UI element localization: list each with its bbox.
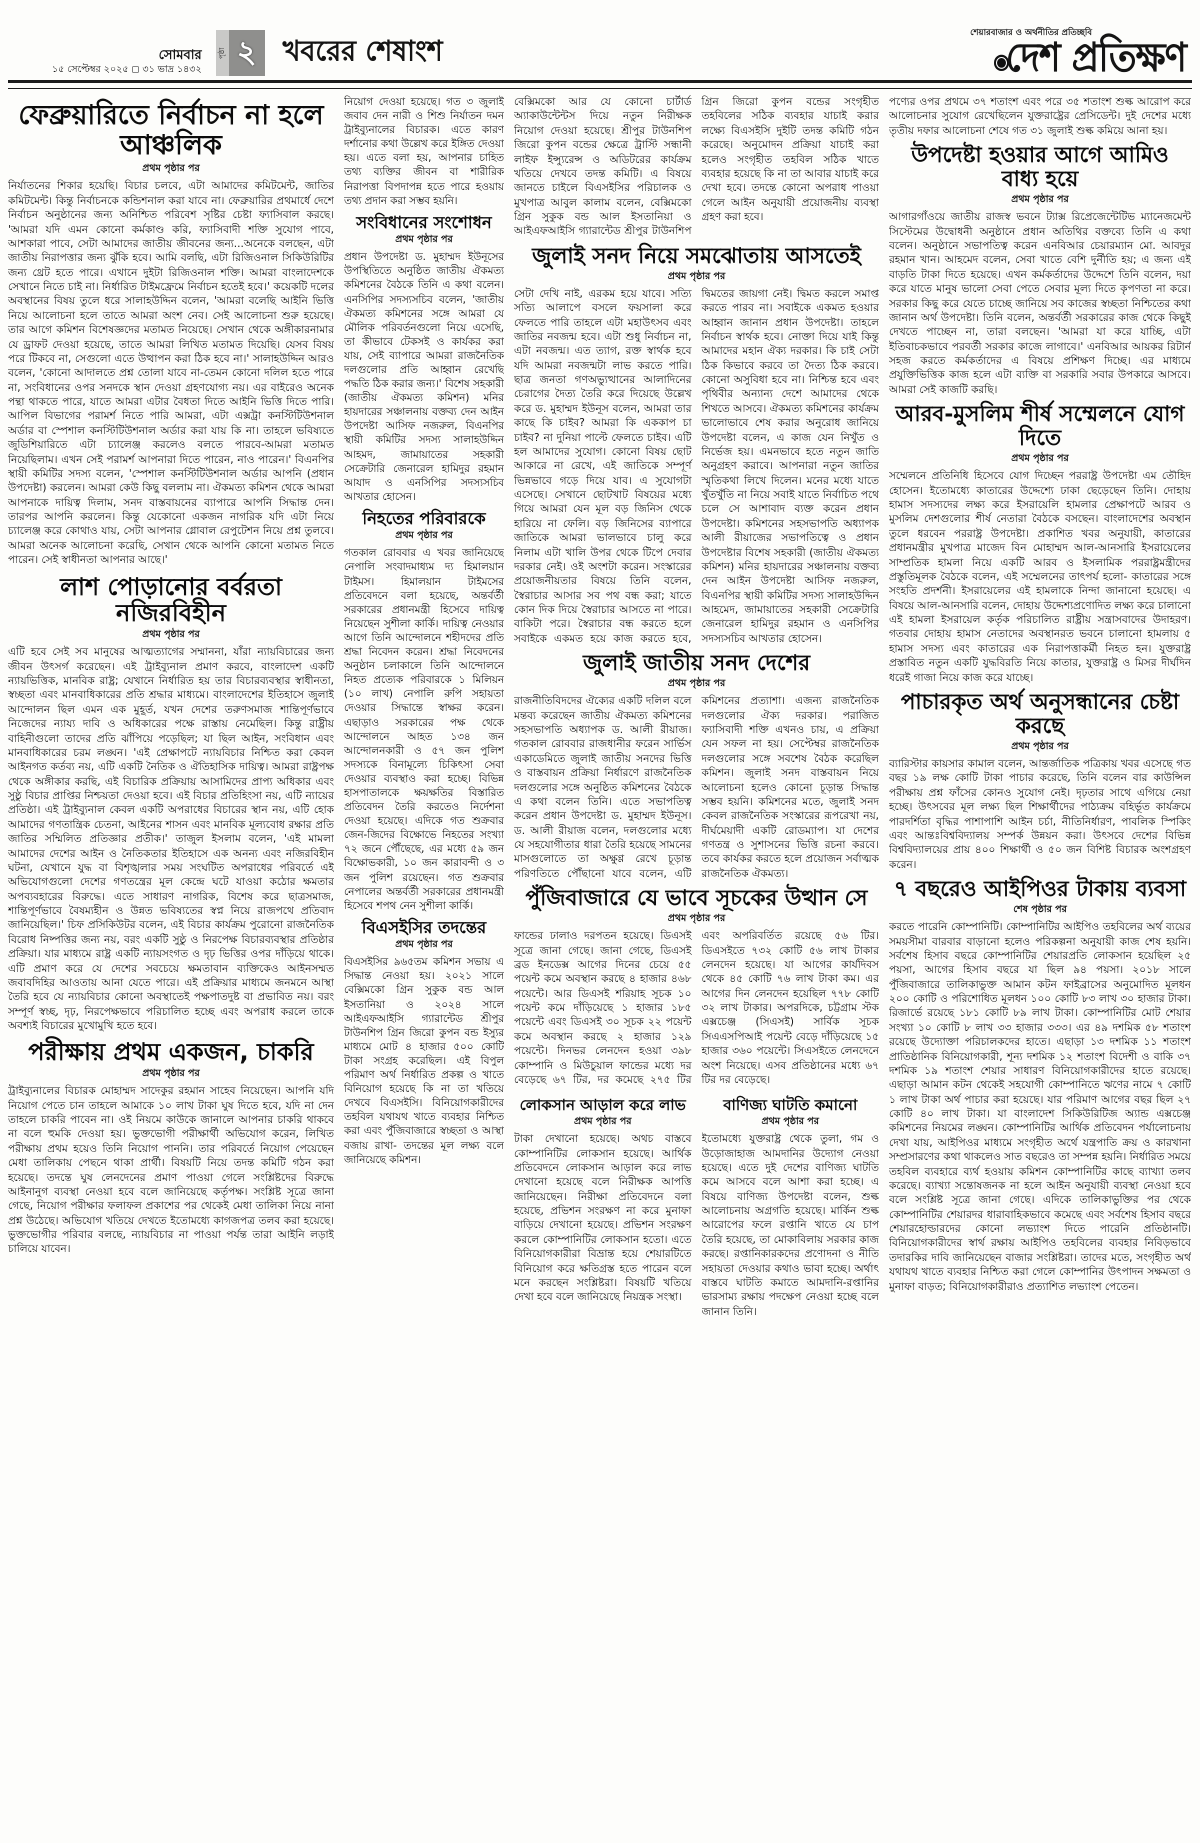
column-lead-text: নিয়োগ দেওয়া হয়েছে। গত ৩ জুলাই জবাব দেন নারী ও শিশু নির্যাতন দমন ট্রাইব্যুনালের বিচারক। এতে কারণ দর্শানোর কথা উল্লেখ করে ইঙ্গিত দেওয়া হয়। এতে বলা হয়, আপনার চাহিত তথ্য ব্যক্তির জীবন বা শারীরিক নিরাপত্তা বিপদাপন্ন হতে পারে হওয়ায় তথ্য প্রদান করা সম্ভব হয়নি। (344, 96, 504, 207)
header-rule (8, 80, 1192, 89)
article-body: এটি হবে সেই সব মানুষের আত্মত্যাগের সম্মাননা, যাঁরা ন্যায়বিচারের জন্য জীবন উৎসর্গ করেছেন। এই ট্রাইব্যুনাল প্রমাণ করবে, বাংলাদেশ একটি ন্যায়ভিত্তিক, মানবিক রাষ্ট্র; যেখানে নির্ধারিত হয় তার বিচারব্যবস্থার স্বাধীনতা, স্বচ্ছতা এবং মানবাধিকারের প্রতি শ্রদ্ধার মাধ্যমে। বাংলাদেশের ইতিহাসে জুলাই আন্দোলন ছিল এমন এক মুহূর্ত, যখন দেশের তরুণসমাজ শান্তিপূর্ণভাবে নিজেদের ন্যায্য দাবি ও অধিকারের পক্ষে রাস্তায় নেমেছিল। কিন্তু রাষ্ট্রীয় বাহিনীগুলো তাদের প্রতি ঝাঁপিয়ে পড়েছিল; যা ছিল আইন, সংবিধান এবং মানবাধিকারের চরম লঙ্ঘন। 'এই প্রেক্ষাপটে ন্যায়বিচার নিশ্চিত করা কেবল আইনগত কর্তব্য নয়, এটি একটি নৈতিক ও ঐতিহাসিক দায়িত্ব। আমরা রাষ্ট্রপক্ষ থেকে অঙ্গীকার করছি, এই বিচারিক প্রক্রিয়ায় আসামিদের প্রাপ্য অধিকার এবং সুষ্ঠু বিচার প্রাপ্তির নিশ্চয়তা দেওয়া হবে। এই বিচার প্রতিহিংসা নয়, এটি ন্যায়ের প্রতিষ্ঠা। এই ট্রাইব্যুনাল কেবল একটি অপরাধের বিচারের স্থান নয়, এটি হোক আমাদের গণতান্ত্রিক চেতনা, আইনের শাসন এবং মানবিক মূল্যবোধ রক্ষার প্রতি জাতির সম্মিলিত প্রতিজ্ঞার প্রতীক।' তাজুল ইসলাম বলেন, 'এই মামলা আমাদের দেশের আইন ও নৈতিকতার ইতিহাসে এক অনন্য এবং নজিরবিহীন ঘটনা, যেখানে যুদ্ধ বা বিশৃঙ্খলার সময় সংঘটিত অপরাধের পরিবর্তে এই অভিযোগগুলো দেশের গণতন্ত্রের মূল কেন্দ্রে ঘটে যাওয়া কঠোর ক্ষমতার অপব্যবহারের বিরুদ্ধে। এতে সাধারণ নাগরিক, বিশেষ করে ছাত্রসমাজ, শান্তিপূর্ণভাবে বৈষম্যহীন ও উন্নত ভবিষ্যতের স্বপ্ন নিয়ে রাজপথে প্রতিবাদ জানিয়েছিল।' চিফ প্রসিকিউটর বলেন, এই বিচার কার্যক্রম পুরোনো রাজনৈতিক বিরোধ নিষ্পত্তির জন্য নয়, বরং একটি সুষ্ঠু ও নিরপেক্ষ বিচারব্যবস্থার প্রতিষ্ঠার প্রক্রিয়া। যার মাধ্যমে রাষ্ট্র একটি ন্যায়সংগত ও দৃঢ় ভিত্তির ওপর দাঁড়িয়ে থাকে। এটি প্রমাণ করে যে দেশের সবচেয়ে ক্ষমতাবান ব্যক্তিকেও আইনসম্মত জবাবদিহির আওতায় আনা যেতে পারে। এই প্রক্রিয়ার মাধ্যমে জনমনে আস্থা তৈরি হবে যে ন্যায়বিচার কোনো অবস্থাতেই পক্ষপাতদুষ্ট বা প্রভাবিত নয়। বরং সম্পূর্ণ স্বচ্ছ, দৃঢ়, নিরপেক্ষভাবে পরিচালিত হচ্ছে এবং অপরাধ করলে তাকে অবশ্যই বিচারের মুখোমুখি হতে হবে। (8, 646, 334, 1033)
masthead-logo (970, 34, 1186, 81)
article-body: বিএসইসির ৯৬৫তম কমিশন সভায় এ সিদ্ধান্ত নেওয়া হয়। ২০২১ সালে বেক্সিমকো গ্রিন সুকুক বন্ড আল ইসতানিয়া ও ২০২৪ সালে আইএফআইসি গ্যারান্টেড শ্রীপুর টাউনশিপ গ্রিন জিরো কুপন বন্ড ইস্যুর মাধ্যমে মোট ৪ হাজার ৫০০ কোটি টাকা সংগ্রহ করেছিল। এই বিপুল পরিমাণ অর্থ নির্ধারিত প্রকল্প ও খাতে বিনিয়োগ হয়েছে কি না তা খতিয়ে দেখবে বিএসইসি। বিনিয়োগকারীদের তহবিল যথাযথ খাতে ব্যবহার নিশ্চিত করা এবং পুঁজিবাজারে স্বচ্ছতা ও আস্থা বজায় রাখা- তদন্তের মূল লক্ষ্য বলে জানিয়েছে কমিশন। (344, 956, 504, 1166)
article-body: গতকাল রোববার এ খবর জানিয়েছে নেপালি সংবাদমাধ্যম দ্য হিমালয়ান টাইমস। হিমালয়ান টাইমসের প্রতিবেদনে বলা হয়েছে, অন্তর্বর্তী সরকারের প্রধানমন্ত্রী হিসেবে দায়িত্ব নিয়েছেন সুশীলা কার্কি। দায়িত্ব নেওয়ার আগে তিনি আন্দোলনে শহীদদের প্রতি শ্রদ্ধা নিবেদন করেন। শ্রদ্ধা নিবেদনের অনুষ্ঠান চলাকালে তিনি আন্দোলনে নিহত প্রত্যেক পরিবারকে ১ মিলিয়ন (১০ লাখ) নেপালি রুপি সহায়তা দেওয়ার সিদ্ধান্তে স্বাক্ষর করেন। এছাড়াও সরকারের পক্ষ থেকে আন্দোলনে আহত ১৩৪ জন আন্দোলনকারী ও ৫৭ জন পুলিশ সদস্যকে বিনামূল্যে চিকিৎসা সেবা দেওয়ার ব্যবস্থাও করা হচ্ছে। বিভিন্ন হাসপাতালকে ক্ষয়ক্ষতির বিস্তারিত প্রতিবেদন তৈরি করতেও নির্দেশনা দেওয়া হয়েছে। এদিকে গত শুক্রবার জেন-জিদের বিক্ষোভে নিহতের সংখ্যা ৭২ জনে পৌঁছেছে, এর মধ্যে ৫৯ জন বিক্ষোভকারী, ১০ জন কারাবন্দী ও ৩ জন পুলিশ রয়েছেন। গত শুক্রবার নেপালের অন্তর্বর্তী সরকারের প্রধানমন্ত্রী হিসেবে শপথ নেন সুশীলা কার্কি। (344, 547, 504, 912)
masthead-title: দেশ প্রতিক্ষণ (1005, 34, 1186, 81)
continued-label: প্রথম পৃষ্ঠার পর (761, 1116, 819, 1128)
page-number-box (216, 30, 265, 76)
region-middle (514, 95, 879, 1837)
article-body: প্রধান উপদেষ্টা ড. মুহাম্মদ ইউনূসের উপস্থিতিতে অনুষ্ঠিত জাতীয় ঐকমত্য কমিশনের বৈঠকে তিনি এ কথা বলেন। এনসিপির সদস্যসচিব বলেন, 'জাতীয় ঐকমত্য কমিশনের সঙ্গে আমরা যে মৌলিক পরিবর্তনগুলো নিয়ে এসেছি, তা কীভাবে টেকসই ও কার্যকর করা যায়, সেই ব্যাপারে আমরা রাজনৈতিক দলগুলোর প্রতি আহ্বান রেখেছি পদ্ধতি ঠিক করার জন্য।' বিশেষ সহকারী (জাতীয় ঐকমত্য কমিশন) মনির হায়দারের সঞ্চালনায় বক্তব্য দেন আইন উপদেষ্টা আসিফ নজরুল, বিএনপির স্থায়ী কমিটির সদস্য সালাহউদ্দিন আহমদ, জামায়াতের সহকারী সেক্রেটারি জেনারেল হামিদুর রহমান আযাদ ও এনসিপির সদস্যসচিব আখতার হোসেন। (344, 251, 504, 503)
headline: বাণিজ্য ঘাটতি কমানো (723, 1096, 858, 1115)
continued-label: প্রথম পৃষ্ঠার পর (142, 163, 200, 175)
region-col3 (344, 95, 504, 1837)
headline: জুলাই সনদ নিয়ে সমঝোতায় আসতেই (532, 243, 861, 269)
columns-container (8, 95, 1192, 1837)
continued-label: প্রথম পৃষ্ঠার পর (142, 629, 200, 641)
continued-label: প্রথম পৃষ্ঠার পর (1011, 741, 1069, 753)
headline: সংবিধানের সংশোধন (356, 212, 492, 232)
article-july-national-charter (514, 652, 879, 881)
date-label: ১৫ সেপ্টেম্বর ২০২৫ ◻ ৩১ ভাদ্র ১৪৩২ (52, 64, 202, 76)
article-trade-deficit (702, 1091, 880, 1319)
article-body: আগারগাঁওয়ে জাতীয় রাজস্ব ভবনে ট্যাক্স রিপ্রেজেন্টেটিভ ম্যানেজমেন্ট সিস্টেমের উদ্বোধনী অনুষ্ঠানে প্রধান অতিথির বক্তব্যে তিনি এ কথা বলেন। অনুষ্ঠানে সভাপতিত্ব করেন এনবিআর চেয়ারম্যান মো. আবদুর রহমান খান। আহমেদ বলেন, সেবা খাতে বেশি দুর্নীতি হয়; এ জন্য এই বাড়তি টাকা দিতে হয়েছে। এখন কর্মকর্তাদের উদ্দেশে তিনি বলেন, দয়া করে যাতে মানুষ ভালো সেবা পেতে সেবার মূল্য দিতে কৃপণতা না করে। সরকার কিছু করে যেতে চাচ্ছে জানিয়ে সব কাজের স্বচ্ছতা নিশ্চিতের কথা জানান অর্থ উপদেষ্টা। তিনি বলেন, অন্তর্বর্তী সরকারের কাজ থেকে কিছুই দেখতে পাচ্ছেন না, তারা বলছেন। 'আমরা যা করে যাচ্ছি, এটা ইতিবাচকভাবে পরবর্তী সরকার কাজে লাগাবে।' এনবিআর আয়কর রিটার্ন সহজ করতে কর্মকর্তাদের এ বিষয়ে প্রশিক্ষণ দিচ্ছে। এর মাধ্যমে প্রযুক্তিভিত্তিক কাজ হলে এটা ব্যক্তি বা সরকারি সবার উপকারে আসবে। আমরা সেই কাজটি করছি। (889, 211, 1191, 396)
article-body: ফান্ডের ঢালাও দরপতন হয়েছে। ডিএসই সূত্রে জানা গেছে। জানা গেছে, ডিএসই ব্রড ইনডেক্স আগের দিনের চেয়ে ৫৫ পয়েন্ট কমে অবস্থান করছে ৪ হাজার ৪৬৮ পয়েন্টে। আর ডিএসই শরিয়াহ সূচক ১০ পয়েন্ট কমে দাঁড়িয়েছে ১ হাজার ১৮৫ পয়েন্টে এবং ডিএসই ৩০ সূচক ২২ পয়েন্ট কমে অবস্থান করছে ২ হাজার ১২৯ পয়েন্টে। দিনভর লেনদেন হওয়া ৩৯৮ কোম্পানি ও মিউচুয়াল ফান্ডের মধ্যে দর বেড়েছে ৬৭ টির, দর কমেছে ২৭৫ টির এবং অপরিবর্তিত রয়েছে ৫৬ টির। ডিএসইতে ৭৩২ কোটি ৫৬ লাখ টাকার লেনদেন হয়েছে। যা আগের কার্যদিবস থেকে ৪৫ কোটি ৭৬ লাখ টাকা কম। এর আগের দিন লেনদেন হয়েছিল ৭৭৮ কোটি ৩২ লাখ টাকার। অপরদিকে, চট্টগ্রাম স্টক এক্সচেঞ্জ (সিএসই) সার্বিক সূচক সিএএসপিআই পয়েন্ট বেড়ে দাঁড়িয়েছে ১৫ হাজার ৩৬০ পয়েন্টে। সিএসইতে লেনদেনে অংশ নিয়েছে। এসব প্রতিষ্ঠানের মধ্যে ৬৭ টির দর বেড়েছে। (514, 930, 879, 1086)
article-arab-muslim-summit (889, 403, 1191, 685)
article-body: সেটা দেখি নাই, এরকম হয়ে যাবে। সত্যি সত্যি আলাপে বসলে ফয়সালা করে ফেলতে পারি তাহলে এটা মহাউৎসব এবং জাতির নবজন্ম হবে। এটা শুধু নির্বাচন না, এটা নবজন্ম। এত ত্যাগ, রক্ত স্বার্থক হবে যদি আমরা নবজন্মটা লাভ করতে পারি। ছাত্র জনতা গণঅভ্যুত্থানের আলাদিনের চেরাগের দৈত্য তৈরি করে দিয়েছে উল্লেখ করে ড. মুহাম্মদ ইউনূস বলেন, আমরা তার কাছে কি চাইব? আমরা কি এককাপ চা চাইব? না দুনিয়া পাল্টে ফেলতে চাইব। এটি হল আমাদের সুযোগ। কোনো বিষয় ছোট আকারে না রেখে, এই জাতিকে সম্পূর্ণ ভিন্নভাবে গড়ে দিয়ে যাব। এ সুযোগটা এসেছে। সেখানে ছোটখাট বিষয়ের মধ্যে গিয়ে আমরা যেন মূল বড় জিনিস থেকে হারিয়ে না ফেলি। বড় জিনিসের ব্যাপারে জাতিকে আমরা ভালভাবে চালু করে নিলাম এটা খালি উপর থেকে টিপে দেবার দরকার নেই। ওই অংশটা করেন। সংস্কারের প্রয়োজনীয়তার বিষয়ে তিনি বলেন, স্বৈরাচার আসার সব পথ বন্ধ করা; যাতে কোন দিক দিয়ে স্বৈরাচার আসতে না পারে। বাকিটা পরে। স্বৈরাচার বন্ধ করতে হলে সবাইকে একমত হয়ে কাজ করতে হবে, দ্বিমতের জায়গা নেই। দ্বিমত করলে সমাপ্ত করতে পারব না। সবাইকে একমত হওয়ার আহ্বান জানান প্রধান উপদেষ্টা। তাহলে নির্বাচন স্বার্থক হবে। নোক্তা দিয়ে যাই কিন্তু আমাদের মহান ঐক্য দরকার। কি চাই সেটা ঠিক কিভাবে করবে তা দৈত্য ঠিক করবে। কোনো অসুবিধা হবে না। নিশ্চিন্ত হবে এবং পৃথিবীর অন্যান্য দেশে আমাদের থেকে শিখতে আসবে। ঐকমত্য কমিশনের কার্যক্রম ভালোভাবে শেষ করার অনুরোধ জানিয়ে উপদেষ্টা বলেন, এ কাজ যেন নিখুঁত ও নির্ভেজ হয়। এমনভাবে হতে নতুন জাতি অনুগ্রহণ করাবে। আপনারা নতুন জাতির স্মৃতিকথা লিখে দিলেন। মনের মধ্যে যাতে খুঁতখুঁতি না নিয়ে সবাই যাতে নির্বাচিত পথে চলে সে আশাবাদ ব্যক্ত করেন প্রধান উপদেষ্টা। কমিশনের সহসভাপতি অধ্যাপক আলী রীয়াজের সভাপতিত্বে ও প্রধান উপদেষ্টার বিশেষ সহকারী (জাতীয় ঐকমত্য কমিশন) মনির হায়দারের সঞ্চালনায় বক্তব্য দেন আইন উপদেষ্টা আসিফ নজরুল, বিএনপির স্থায়ী কমিটির সদস্য সালাহউদ্দিন আহমেদ, জামায়াতের সহকারী সেক্রেটারি জেনারেল হামিদুর রহমান ও এনসিপির সদস্যসচিব আখতার হোসেন। (514, 287, 879, 645)
article-body: নির্যাতনের শিকার হয়েছি। বিচার চলবে, এটা আমাদের কমিটমেন্ট, জাতির কমিটমেন্ট। কিন্তু নির্বাচনকে কন্ডিশনাল করা যাবে না। ফেব্রুয়ারির প্রথমার্ধে দেশে নির্বাচন অনুষ্ঠানের জন্য অনিশ্চিত পরিবেশ সৃষ্টির চেষ্টা ফ্যাসিবাল করছে। 'আমরা যদি এমন কোনো কর্মকাণ্ড করি, ফ্যাসিবাদী শক্তি সুযোগ পাবে, আশকারা পাবে, সেটা আমাদের জাতীয় জীবনের জন্য...অনেকে বলছেন, এটা জাতীয় নিরাপত্তার জন্য ঝুঁকি হবে। আমি বলছি, এটা রিজিওনাল সিকিউরিটির জন্য থ্রেট হতে পারে। এখানে দুইটা রিজিওনাল শক্তি। আমরা বাংলাদেশকে সেখানে নিতে চাই না। নির্ধারিত টাইমফ্রেমে নির্বাচন হতেই হবে।' কয়েকটি দলের অবস্থানের বিষয় তুলে ধরে সালাহউদ্দিন বলেন, 'আমরা বলেছি আইনি ভিত্তি নিয়ে আলোচনা হলে তাতে আমরা অংশ নেব। সেই আলোচনা শুরু হয়েছে। তার আগে কমিশন বিশেষজ্ঞদের মতামত নিয়েছে। সেখান থেকে অঙ্গীকারনামার যে ড্রাফট দেওয়া হয়েছে, তাতে আমরা লিখিত মতামত দিয়েছি। যেসব বিষয় পরে টিকবে না, সেগুলো এতে উত্থাপন করা ঠিক হবে না।' সালাহউদ্দিন আরও বলেন, 'কোনো আদালতে প্রশ্ন তোলা যাবে না-তেমন কোনো দলিল হতে পারে না, সংবিধানের ওপর সনদকে স্থান দেওয়া গ্রহণযোগ্য নয়। এর বাইরেও অনেক পন্থা থাকতে পারে, যাতে আমরা এটার বৈধতা দিতে আইনি ভিত্তি দিতে পারি। আপিল বিভাগের পরামর্শ নিতে পারি আমরা, এটা এক্সট্রা কনস্টিটিউশনাল অর্ডার বা স্পেশাল কনস্টিটিউশনাল অর্ডার করা যায় কি না। তাহলে ভবিষ্যতে জুডিশিয়ারিতে এটা চ্যালেঞ্জ করলেও বলতে পারবে-আমরা মতামত নিয়েছিলাম। এখন সেই পরামর্শ আপনারা দিতে পারেন, নাও পারেন।' বিএনপির স্থায়ী কমিটির সদস্য বলেন, 'স্পেশাল কনস্টিটিউশনাল অর্ডার আপনি (প্রধান উপদেষ্টা) করলেন। আমরা কেউ কিছু বললাম না। ঐকমত্য কমিশন থেকে আমরা আপনাকে দায়িত্ব দিলাম, সনদ বাস্তবায়নের ব্যাপারে আপনি সিদ্ধান্ত দেন। তারপর আপনি করলেন। কিন্তু যেকোনো একজন নাগরিক যদি এটা নিয়ে চ্যালেঞ্জ করে কোথাও যায়, সেটা আপনার গ্লোবাল রেপুটেশন নিয়ে প্রশ্ন তুলবে। আমরা অনেক আলোচনা করেছি, সেখান থেকে আপনি কোনো মতামত নিতে পারেন। সেই স্বাধীনতা আপনার আছে।' (8, 180, 334, 567)
continued-label: প্রথম পৃষ্ঠার পর (1011, 194, 1069, 206)
article-adviser-forced (889, 144, 1191, 397)
continued-label: শেষ পৃষ্ঠার পর (1013, 904, 1067, 916)
headline: ৭ বছরেও আইপিওর টাকায় ব্যবসা (893, 877, 1187, 903)
article-body: ইতোমধ্যে যুক্তরাষ্ট্র থেকে তুলা, গম ও উড়োজাহাজ আমদানির উদ্যোগ নেওয়া হয়েছে। এতে দুই দেশের বাণিজ্য ঘাটতি কমে আসবে বলে আশা করা হচ্ছে। এ বিষয়ে বাণিজ্য উপদেষ্টা বলেন, শুল্ক আলোচনায় অগ্রগতি হয়েছে। মার্কিন শুল্ক আরোপের ফলে রপ্তানি খাতে যে চাপ তৈরি হয়েছে, তা মোকাবিলায় সরকার কাজ করছে। রপ্তানিকারকদের প্রণোদনা ও নীতি সহায়তা দেওয়ার কথাও ভাবা হচ্ছে। অর্থাৎ বাস্তবে ঘাটতি কমাতে আমদানি-রপ্তানির ভারসাম্য রক্ষায় পদক্ষেপ নেওয়া হচ্ছে বলে জানান তিনি। (701, 1133, 879, 1318)
article-ipo-money-business (889, 878, 1191, 1294)
continued-label: প্রথম পৃষ্ঠার পর (574, 1116, 632, 1128)
continued-label: প্রথম পৃষ্ঠার পর (395, 939, 453, 951)
masthead-tagline: শেয়ারবাজার ও অর্থনীতির প্রতিচ্ছবি (970, 27, 1092, 38)
day-label: সোমবার (158, 47, 202, 63)
continued-label: প্রথম পৃষ্ঠার পর (667, 678, 726, 690)
continued-label: প্রথম পৃষ্ঠার পর (667, 913, 726, 925)
article-constitution-amendment (344, 214, 504, 504)
page-header (8, 4, 1192, 80)
continued-label: প্রথম পৃষ্ঠার পর (1011, 453, 1069, 465)
article-exam-first-job (8, 1039, 334, 1256)
headline: লোকসান আড়াল করে লাভ (519, 1096, 686, 1115)
headline: আরব-মুসলিম শীর্ষ সম্মেলনে যোগ দিতে (895, 402, 1185, 452)
article-stock-index-rise (514, 887, 879, 1087)
article-body: টাকা দেখানো হয়েছে। অথচ বাস্তবে কোম্পানিটির লোকসান হয়েছে। আর্থিক প্রতিবেদনে লোকসান আড়াল করে লাভ দেখানো হয়েছে বলে নিরীক্ষক আপত্তি জানিয়েছেন। নিরীক্ষা প্রতিবেদনে বলা হয়েছে, প্রভিশন সংরক্ষণ না করে মুনাফা বাড়িয়ে দেখানো হয়েছে। প্রভিশন সংরক্ষণ করলে কোম্পানিটির লোকসান হতো। এতে বিনিয়োগকারীরা বিভ্রান্ত হয়ে শেয়ারটিতে বিনিয়োগ করে ক্ষতিগ্রস্ত হতে পারেন বলে মনে করছেন সংশ্লিষ্টরা। বিষয়টি খতিয়ে দেখা হবে বলে জানিয়েছে নিয়ন্ত্রক সংস্থা। (514, 1133, 692, 1304)
headline: জুলাই জাতীয় সনদ দেশের (582, 651, 811, 677)
headline: লাশ পোড়ানোর বর্বরতা নজিরবিহীন (60, 572, 282, 628)
headline: বিএসইসির তদন্তের (361, 917, 487, 937)
headline: উপদেষ্টা হওয়ার আগে আমিও বাধ্য হয়ে (911, 143, 1169, 193)
article-body: ট্রাইব্যুনালের বিচারক মোহাম্মদ সাদেকুর রহমান সাহেব নিয়েছেন। আপনি যদি নিয়োগ পেতে চান তাহলে আমাকে ১০ লাখ টাকা ঘুষ দিতে হবে, যদি না দেন তাহলে চাকরি পাবেন না। ওই নিয়মে কাউকে জানালে আপনার চাকরি থাকবে না বলে হুমকি দেওয়া হয়। ভুক্তভোগী পরীক্ষার্থী অভিযোগ করেন, লিখিত পরীক্ষায় প্রথম হয়েও তিনি নিয়োগ পাননি। তার পরিবর্তে নিয়োগ পেয়েছেন মেধা তালিকায় পেছনে থাকা প্রার্থী। বিষয়টি নিয়ে তদন্ত কমিটি গঠন করা হয়েছে। তদন্তে ঘুষ লেনদেনের প্রমাণ পাওয়া গেলে সংশ্লিষ্টদের বিরুদ্ধে আইনানুগ ব্যবস্থা নেওয়া হবে বলে জানিয়েছে কর্তৃপক্ষ। সংশ্লিষ্ট সূত্রে জানা গেছে, নিয়োগ পরীক্ষার ফলাফল প্রকাশের পর থেকেই মেধা তালিকা নিয়ে নানা প্রশ্ন উঠেছে। অভিযোগ খতিয়ে দেখতে ইতোমধ্যে কাগজপত্র তলব করা হয়েছে। ভুক্তভোগীর পরিবার বলছে, ন্যায়বিচার না পাওয়া পর্যন্ত তারা আইনি লড়াই চালিয়ে যাবেন। (8, 1085, 334, 1256)
article-july-charter-consensus (514, 245, 879, 646)
page-number: ২ (229, 30, 265, 76)
column-lead-text: বেক্সিমকো আর যে কোনো চার্টার্ড অ্যাকাউন্টেন্টস দিয়ে নতুন নিরীক্ষক নিয়োগ দেওয়া হয়েছে। শ্রীপুর টাউনশিপ জিরো কুপন বন্ডের ক্ষেত্রে ট্রাস্টি সন্ধানী লাইফ ইন্স্যুরেন্স ও অডিটরের কার্যক্রম খতিয়ে দেখবে তদন্ত কমিটি। এ বিষয়ে জানতে চাইলে বিএসইসির পরিচালক ও মুখপাত্র আবুল কালাম বলেন, বেক্সিমকো গ্রিন সুকুক বন্ড আল ইসতানিয়া ও আইএফআইসি গ্যারান্টেড শ্রীপুর টাউনশিপ গ্রিন জিরো কুপন বন্ডের সংগৃহীত তহবিলের সঠিক ব্যবহার যাচাই করার লক্ষ্যে বিএসইসি দুইটি তদন্ত কমিটি গঠন করেছে। অনুমোদন প্রক্রিয়া যাচাই করা হলেও সংগৃহীত তহবিল সঠিক খাতে ব্যবহার হয়েছে কি না তা আবার যাচাই করে দেখা হবে। তদন্তে কোনো অপরাধ পাওয়া গেলে আইন অনুযায়ী প্রয়োজনীয় ব্যবস্থা গ্রহণ করা হবে। (514, 96, 879, 238)
column-lead-text: পণ্যের ওপর প্রথমে ৩৭ শতাংশ এবং পরে ৩৫ শতাংশ শুল্ক আরোপ করে আলোচনার সুযোগ রেখেছিলেন যুক্তরাষ্ট্রের প্রেসিডেন্ট। দুই দেশের মধ্যে তৃতীয় দফার আলোচনা শেষে গত ৩১ জুলাই শুল্ক কমিয়ে আনা হয়। (889, 96, 1191, 137)
article-body: করতে পারেনি কোম্পানিটি। কোম্পানিটির আইপিও তহবিলের অর্থ ব্যয়ের সময়সীমা বারবার বাড়ানো হলেও পরিকল্পনা অনুযায়ী কাজ শেষ হয়নি। সর্বশেষ হিসাব বছরে কোম্পানিটির শেয়ারপ্রতি লোকসান হয়েছিল ২৫ পয়সা, আগের হিসাব বছরে যা ছিল ৯৪ পয়সা। ২০১৮ সালে পুঁজিবাজারে তালিকাভুক্ত আমান কটন ফাইব্রাসের অনুমোদিত মূলধন ২০০ কোটি ও পরিশোধিত মূলধন ১০০ কোটি ৮৩ লাখ ৩০ হাজার টাকা। রিজার্ভে রয়েছে ১৮১ কোটি ৮৯ লাখ টাকা। কোম্পানিটির মোট শেয়ার সংখ্যা ১০ কোটি ৮ লাখ ৩৩ হাজার ৩৩৩। এর ৪৯ দশমিক ৫৮ শতাংশ রয়েছে উদ্যোক্তা পরিচালকদের হাতে। এছাড়া ১৩ দশমিক ১১ শতাংশ প্রাতিষ্ঠানিক বিনিয়োগকারী, শূন্য দশমিক ১২ শতাংশ বিদেশী ও বাকি ৩৭ দশমিক ১৯ শতাংশ শেয়ার সাধারণ বিনিয়োগকারীদের হাতে রয়েছে। এছাড়া আমান কটন থেকেই সহযোগী কোম্পানিতে ঋণের নামে ৭ কোটি ১ লাখ টাকা অর্থ পাচার করা হয়েছে। যার পরিমাণ আগের বছর ছিল ২৭ কোটি ৪০ লাখ টাকা। যা বাংলাদেশ সিকিউরিটিজ অ্যান্ড এক্সচেঞ্জ কমিশনের নিয়মের লঙ্ঘন। কোম্পানিটির আর্থিক প্রতিবেদন পর্যালোচনায় দেখা যায়, আইপিওর মাধ্যমে সংগৃহীত অর্থে যন্ত্রপাতি ক্রয় ও কারখানা সম্প্রসারণের কথা থাকলেও সাত বছরেও তা সম্পন্ন হয়নি। নির্ধারিত সময়ে তহবিল ব্যবহারে ব্যর্থ হওয়ায় কমিশন কোম্পানিটির কাছে ব্যাখ্যা তলব করেছে। ব্যাখ্যা সন্তোষজনক না হলে আইন অনুযায়ী ব্যবস্থা নেওয়া হবে বলে সংশ্লিষ্ট সূত্রে জানা গেছে। এদিকে তালিকাভুক্তির পর থেকে কোম্পানিটির শেয়ারদর ধারাবাহিকভাবে কমেছে এবং সর্বশেষ হিসাব বছরে শেয়ারহোল্ডারদের কোনো লভ্যাংশ দিতে পারেনি প্রতিষ্ঠানটি। বিনিয়োগকারীদের স্বার্থ রক্ষায় আইপিও তহবিলের ব্যবহার নিবিড়ভাবে তদারকির দাবি জানিয়েছেন বাজার সংশ্লিষ্টরা। তাদের মতে, সংগৃহীত অর্থ যথাযথ খাতে ব্যবহার নিশ্চিত করা গেলে কোম্পানির উৎপাদন সক্ষমতা ও মুনাফা বাড়ত; বিনিয়োগকারীরাও প্রত্যাশিত লভ্যাংশ পেতেন। (889, 921, 1191, 1293)
continued-label: প্রথম পৃষ্ঠার পর (142, 1068, 200, 1080)
article-corpse-burning (8, 574, 334, 1034)
article-bsec-investigation (344, 919, 504, 1167)
continued-label: প্রথম পৃষ্ঠার পর (667, 270, 726, 282)
continued-label: প্রথম পৃষ্ঠার পর (395, 530, 453, 542)
masthead (970, 27, 1190, 81)
continued-label: প্রথম পৃষ্ঠার পর (395, 234, 453, 246)
page-word-label: পৃষ্ঠা (216, 30, 229, 76)
middle-bottom-row (514, 1091, 879, 1319)
article-victims-families (344, 510, 504, 913)
article-election-february (8, 101, 334, 568)
headline: পাচারকৃত অর্থ অনুসন্ধানের চেষ্টা করছে (900, 689, 1180, 740)
headline: পুঁজিবাজারে যে ভাবে সূচকের উত্থান সে (525, 886, 868, 912)
article-body: রাজনীতিবিদদের ঐক্যের একটি দলিল বলে মন্তব্য করেছেন জাতীয় ঐকমত্য কমিশনের সহসভাপতি অধ্যাপক ড. আলী রীয়াজ। গতকাল রোববার রাজধানীর ফরেন সার্ভিস একাডেমিতে জুলাই জাতীয় সনদের ভিত্তি ও বাস্তবায়ন প্রক্রিয়া নির্ধারণে রাজনৈতিক দলগুলোর সঙ্গে অনুষ্ঠিত কমিশনের বৈঠকে এ কথা বলেন তিনি। এতে সভাপতিত্ব করেন প্রধান উপদেষ্টা ড. মুহাম্মদ ইউনূস। ড. আলী রীয়াজ বলেন, দলগুলোর মধ্যে যে সহযোগীতার ধারা তৈরি হয়েছে সামনের মাসগুলোতে তা অক্ষুণ্ণ রেখে চূড়ান্ত পরিণতিতে পৌঁছানো যাবে বলেন, এটি কমিশনের প্রত্যাশা। এজন্য রাজনৈতিক দলগুলোর ঐক্য দরকার। পরাজিত ফ্যাসিবাদী শক্তি এখনও চায়, এ প্রক্রিয়া যেন সফল না হয়। সেপ্টেম্বর রাজনৈতিক দলগুলোর সঙ্গে সবশেষ বৈঠক করেছিল কমিশন। জুলাই সনদ বাস্তবায়ন নিয়ে আলোচনা হলেও কোনো চূড়ান্ত সিদ্ধান্ত সম্ভব হয়নি। কমিশনের মতে, জুলাই সনদ কেবল রাজনৈতিক সংস্কারের রূপরেখা নয়, দীর্ঘমেয়াদী একটি রোডম্যাপ। যা দেশের গণতন্ত্র ও সুশাসনের ভিত্তি রচনা করবে। তবে কার্যকর করতে হলে প্রয়োজন সর্বাত্মক রাজনৈতিক ঐকমত্য। (514, 695, 879, 880)
date-block (52, 48, 202, 76)
article-body: ব্যারিস্টার কায়সার কামাল বলেন, আন্তর্জাতিক পত্রিকায় খবর এসেছে গত বছর ১৯ লক্ষ কোটি টাকা পাচার করেছে, তিনি বলেন বার কাউন্সিল পরীক্ষায় প্রশ্ন ফাঁসের কোনও সুযোগ নেই। দৃঢ়তার সাথে এগিয়ে নেয়া হচ্ছে। উৎসবের মূল লক্ষ্য ছিল শিক্ষার্থীদের পাঠ্যক্রম বহির্ভূত কার্যক্রমে পারদর্শিতা বৃদ্ধির পাশাপাশি আইন চর্চা, নীতিনির্ধারণ, পাবলিক স্পিকিং এবং আন্তঃবিশ্ববিদ্যালয় সম্পর্ক উন্নয়ন করা। উৎসবে দেশের বিভিন্ন বিশ্ববিদ্যালয়ের প্রায় ৪০০ শিক্ষার্থী ও ৫০ জন বিশিষ্ট বিচারক অংশগ্রহণ করেন। (889, 758, 1191, 871)
section-title: খবরের শেষাংশ (282, 35, 443, 68)
article-body: সম্মেলনে প্রতিনিধি হিসেবে যোগ দিচ্ছেন পররাষ্ট্র উপদেষ্টা এম তৌহিদ হোসেন। ইতোমধ্যে কাতারের উদ্দেশ্যে ঢাকা ছেড়েছেন তিনি। দোহায় হামাস সদস্যদের লক্ষ্য করে ইসরায়েলি হামলার প্রেক্ষাপটে আরব ও মুসলিম দেশগুলোর শীর্ষ নেতারা বৈঠকে বসছেন। বাংলাদেশের অবস্থান তুলে ধরবেন পররাষ্ট্র উপদেষ্টা। প্রকাশিত খবর অনুযায়ী, কাতারের প্রধানমন্ত্রীর মুখপাত্র মাজেদ বিন মোহাম্মদ আল-আনসারি ইসরায়েলের সাম্প্রতিক হামলা নিয়ে একটি আরব ও ইসলামিক পররাষ্ট্রমন্ত্রীদের প্রস্তুতিমূলক বৈঠকে বলেন, এই সম্মেলনের তাৎপর্য হলো- কাতারের সঙ্গে সংহতি প্রদর্শনী। ইসরায়েলের এই হামলাকে নিন্দা জানানো হয়েছে। এ বিষয়ে আল-আনসারি বলেন, দোহায় উদ্দেশ্যপ্রণোদিত লক্ষ্য করে চালানো এই হামলা ইসরায়েল কর্তৃক পরিচালিত রাষ্ট্রীয় সন্ত্রাসবাদের উদাহরণ। গতবার দোহায় হামাস নেতাদের অবস্থানরত ভবনে চালানো হামলায় ৫ হামাস সদস্য এবং কাতারের এক নিরাপত্তাকর্মী নিহত হন। যুক্তরাষ্ট্র প্রস্তাবিত নতুন একটি যুদ্ধবিরতি নিয়ে কাতার, যুক্তরাষ্ট্র ও মিসর দীর্ঘদিন ধরেই গাজা নিয়ে কাজ করে যাচ্ছে। (889, 470, 1191, 684)
article-hidden-loss (514, 1091, 692, 1319)
article-laundered-money-probe (889, 691, 1191, 872)
region-left (8, 95, 334, 1837)
headline: নিহতের পরিবারকে (362, 508, 486, 528)
region-right (889, 95, 1191, 1837)
headline: পরীক্ষায় প্রথম একজন, চাকরি (28, 1038, 314, 1067)
headline: ফেব্রুয়ারিতে নির্বাচন না হলে আঞ্চলিক (18, 100, 324, 162)
